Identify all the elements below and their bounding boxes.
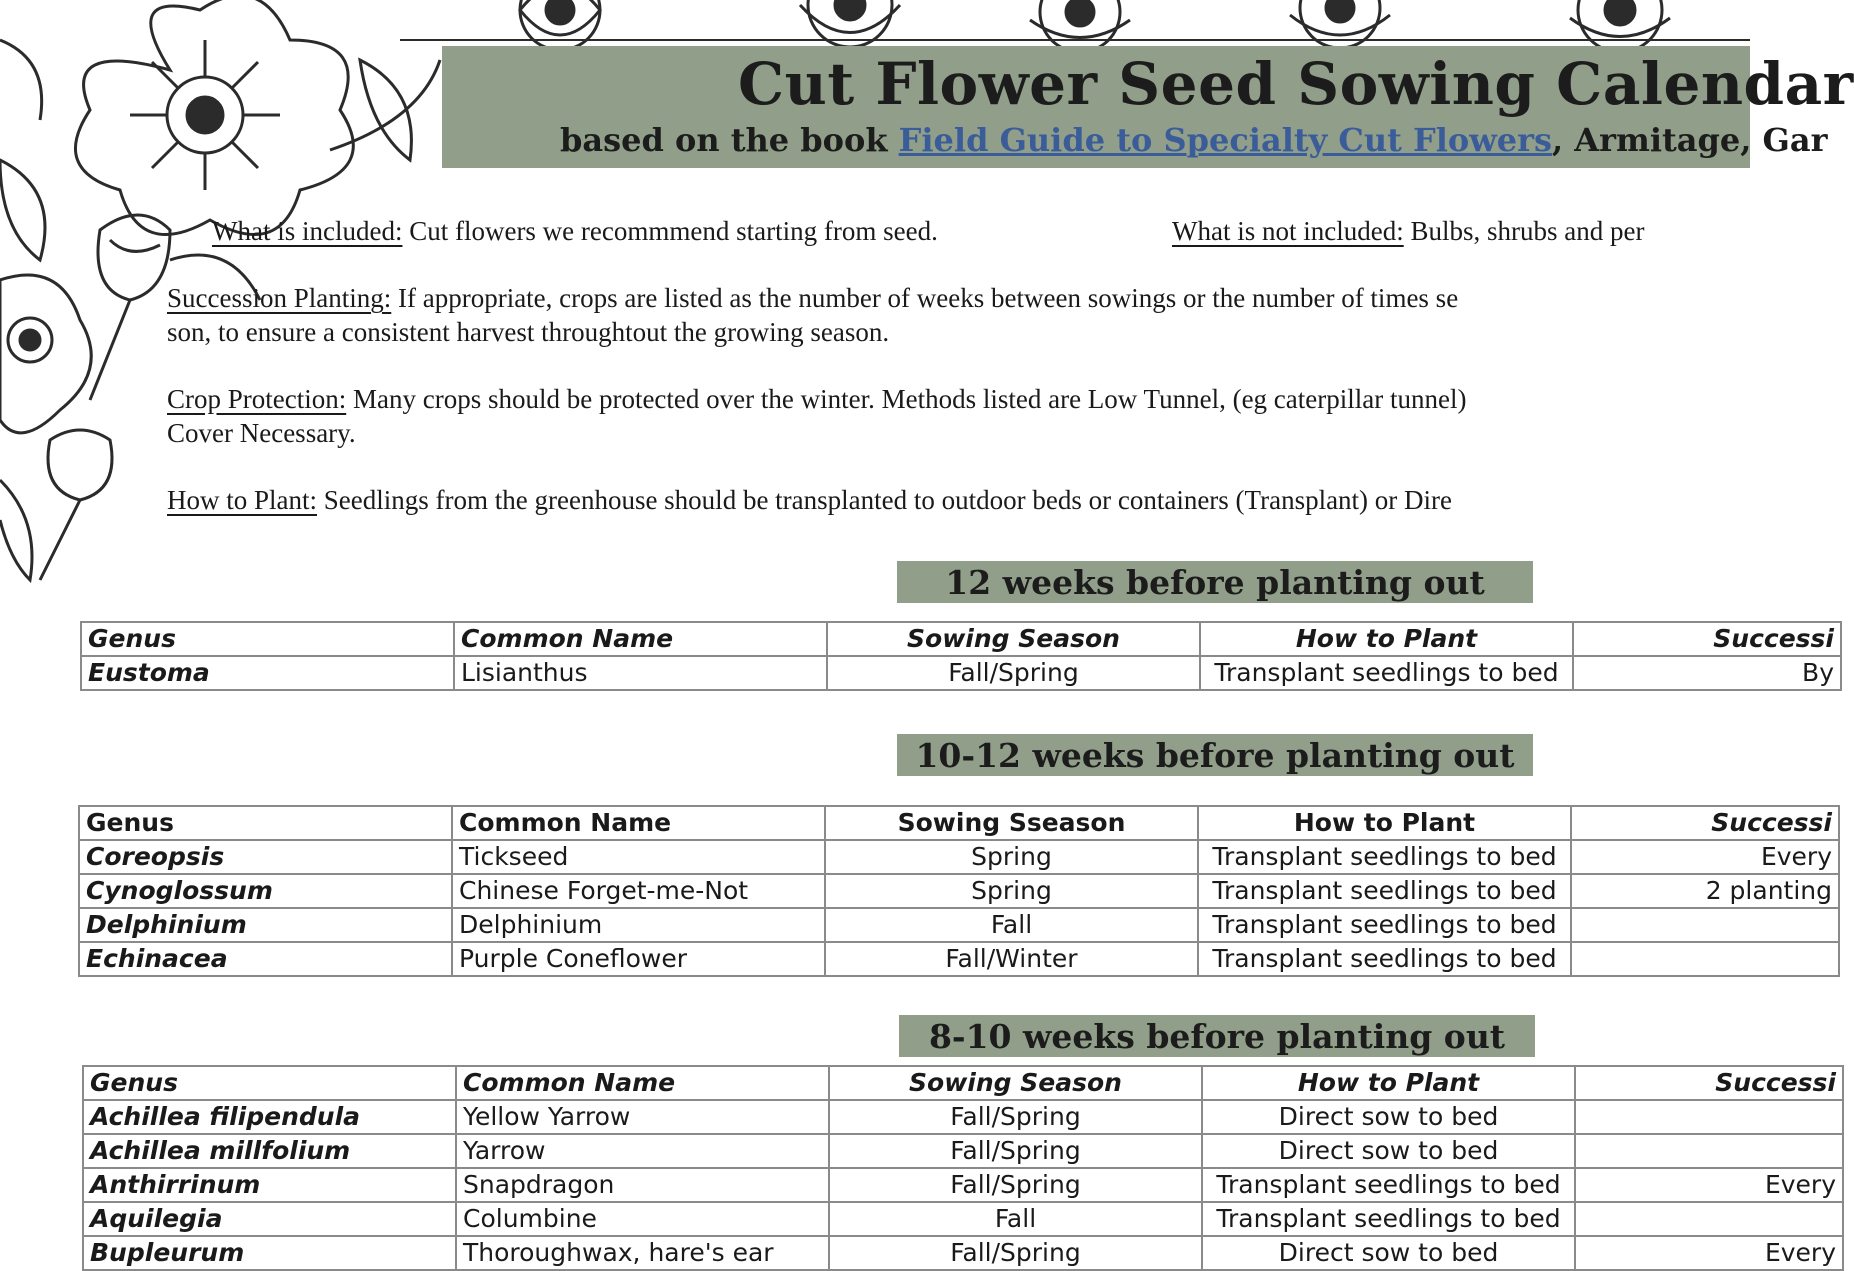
how-cell: Transplant seedlings to bed [1198,874,1571,908]
flower-icon [1570,0,1670,52]
common-name-cell: Purple Coneflower [452,942,825,976]
included-paragraph [212,214,938,248]
succession-cell: 2 planting [1571,874,1839,908]
common-name-cell: Tickseed [452,840,825,874]
genus-cell: Delphinium [79,908,452,942]
column-header: Common Name [452,806,825,840]
common-name-cell: Columbine [456,1202,829,1236]
season-cell: Spring [825,840,1198,874]
succession-cell [1575,1134,1843,1168]
included-label: What is included: [212,216,403,246]
table-row [83,1100,1843,1134]
included-text: Cut flowers we recommmend starting from seed. [402,216,938,246]
season-cell: Fall/Spring [829,1168,1202,1202]
section-heading: 12 weeks before planting out [897,561,1533,603]
protection-text-1: Many crops should be protected over the winter. Methods listed are Low Tunnel, (eg caterpillar tunnel) [346,384,1467,414]
succession-cell [1571,942,1839,976]
table-header-row [79,806,1839,840]
how-cell: Transplant seedlings to bed [1200,656,1573,690]
column-header: Sowing Sseason [825,806,1198,840]
flower-icon [0,275,91,433]
book-link[interactable]: Field Guide to Specialty Cut Flowers [898,121,1553,159]
column-header: Sowing Season [827,622,1200,656]
succession-text-1: If appropriate, crops are listed as the number of weeks between sowings or the number of times se [391,283,1459,313]
common-name-cell: Yarrow [456,1134,829,1168]
table-row [83,1134,1843,1168]
protection-paragraph [167,382,1466,450]
season-cell: Fall [825,908,1198,942]
genus-cell: Eustoma [81,656,454,690]
common-name-cell: Thoroughwax, hare's ear [456,1236,829,1270]
flower-icon [75,0,353,235]
column-header: Sowing Season [829,1066,1202,1100]
table-row [83,1236,1843,1270]
season-cell: Fall [829,1202,1202,1236]
how-cell: Direct sow to bed [1202,1236,1575,1270]
subtitle-suffix: , Armitage, Gar [1552,121,1828,159]
how-paragraph [167,483,1452,517]
column-header: Genus [81,622,454,656]
season-cell: Spring [825,874,1198,908]
genus-cell: Achillea filipendula [83,1100,456,1134]
not-included-text: Bulbs, shrubs and per [1403,216,1645,246]
table-row [79,908,1839,942]
flower-icon [1290,0,1390,48]
not-included-paragraph [1172,214,1644,248]
succession-label: Succession Planting: [167,283,392,313]
table-row [79,840,1839,874]
sowing-table [78,805,1840,977]
common-name-cell: Yellow Yarrow [456,1100,829,1134]
column-header: Common Name [456,1066,829,1100]
succession-cell: Every [1575,1236,1843,1270]
column-header: How to Plant [1198,806,1571,840]
table-row [83,1202,1843,1236]
genus-cell: Bupleurum [83,1236,456,1270]
season-cell: Fall/Spring [829,1100,1202,1134]
how-cell: Transplant seedlings to bed [1198,840,1571,874]
season-cell: Fall/Spring [829,1236,1202,1270]
genus-cell: Aquilegia [83,1202,456,1236]
protection-label: Crop Protection: [167,384,347,414]
flower-icon [800,0,900,47]
column-header: How to Plant [1202,1066,1575,1100]
common-name-cell: Chinese Forget-me-Not [452,874,825,908]
not-included-label: What is not included: [1172,216,1404,246]
table-row [83,1168,1843,1202]
genus-cell: Anthirrinum [83,1168,456,1202]
table-row [79,942,1839,976]
column-header: Genus [83,1066,456,1100]
how-cell: Transplant seedlings to bed [1198,942,1571,976]
page-title: Cut Flower Seed Sowing Calendar [738,50,1854,118]
how-text: Seedlings from the greenhouse should be transplanted to outdoor beds or containers (Transplant) or Dire [317,485,1453,515]
section-heading: 10-12 weeks before planting out [897,734,1533,776]
protection-text-2: Cover Necessary. [167,418,356,448]
genus-cell: Cynoglossum [79,874,452,908]
how-cell: Transplant seedlings to bed [1202,1202,1575,1236]
common-name-cell: Delphinium [452,908,825,942]
flower-icon [520,0,600,50]
sowing-table [82,1065,1844,1271]
season-cell: Fall/Winter [825,942,1198,976]
table-header-row [83,1066,1843,1100]
succession-cell: Every [1571,840,1839,874]
succession-cell: By [1573,656,1841,690]
table-row [81,656,1841,690]
subtitle-prefix: based on the book [560,121,899,159]
genus-cell: Coreopsis [79,840,452,874]
page-subtitle [560,121,1827,159]
how-cell: Direct sow to bed [1202,1134,1575,1168]
genus-cell: Echinacea [79,942,452,976]
succession-paragraph [167,281,1458,349]
season-cell: Fall/Spring [829,1134,1202,1168]
column-header: Successi [1573,622,1841,656]
bud-icon [90,215,170,400]
common-name-cell: Snapdragon [456,1168,829,1202]
table-header-row [81,622,1841,656]
how-cell: Direct sow to bed [1202,1100,1575,1134]
genus-cell: Achillea millfolium [83,1134,456,1168]
column-header: Genus [79,806,452,840]
sowing-table [80,621,1842,691]
section-heading: 8-10 weeks before planting out [899,1015,1535,1057]
succession-cell [1571,908,1839,942]
column-header: How to Plant [1200,622,1573,656]
succession-text-2: son, to ensure a consistent harvest throughtout the growing season. [167,317,890,347]
how-cell: Transplant seedlings to bed [1202,1168,1575,1202]
column-header: Successi [1575,1066,1843,1100]
column-header: Successi [1571,806,1839,840]
table-row [79,874,1839,908]
succession-cell: Every [1575,1168,1843,1202]
succession-cell [1575,1202,1843,1236]
bud-icon [0,430,112,580]
succession-cell [1575,1100,1843,1134]
column-header: Common Name [454,622,827,656]
flower-icon [1030,0,1130,52]
how-cell: Transplant seedlings to bed [1198,908,1571,942]
season-cell: Fall/Spring [827,656,1200,690]
how-label: How to Plant: [167,485,318,515]
common-name-cell: Lisianthus [454,656,827,690]
